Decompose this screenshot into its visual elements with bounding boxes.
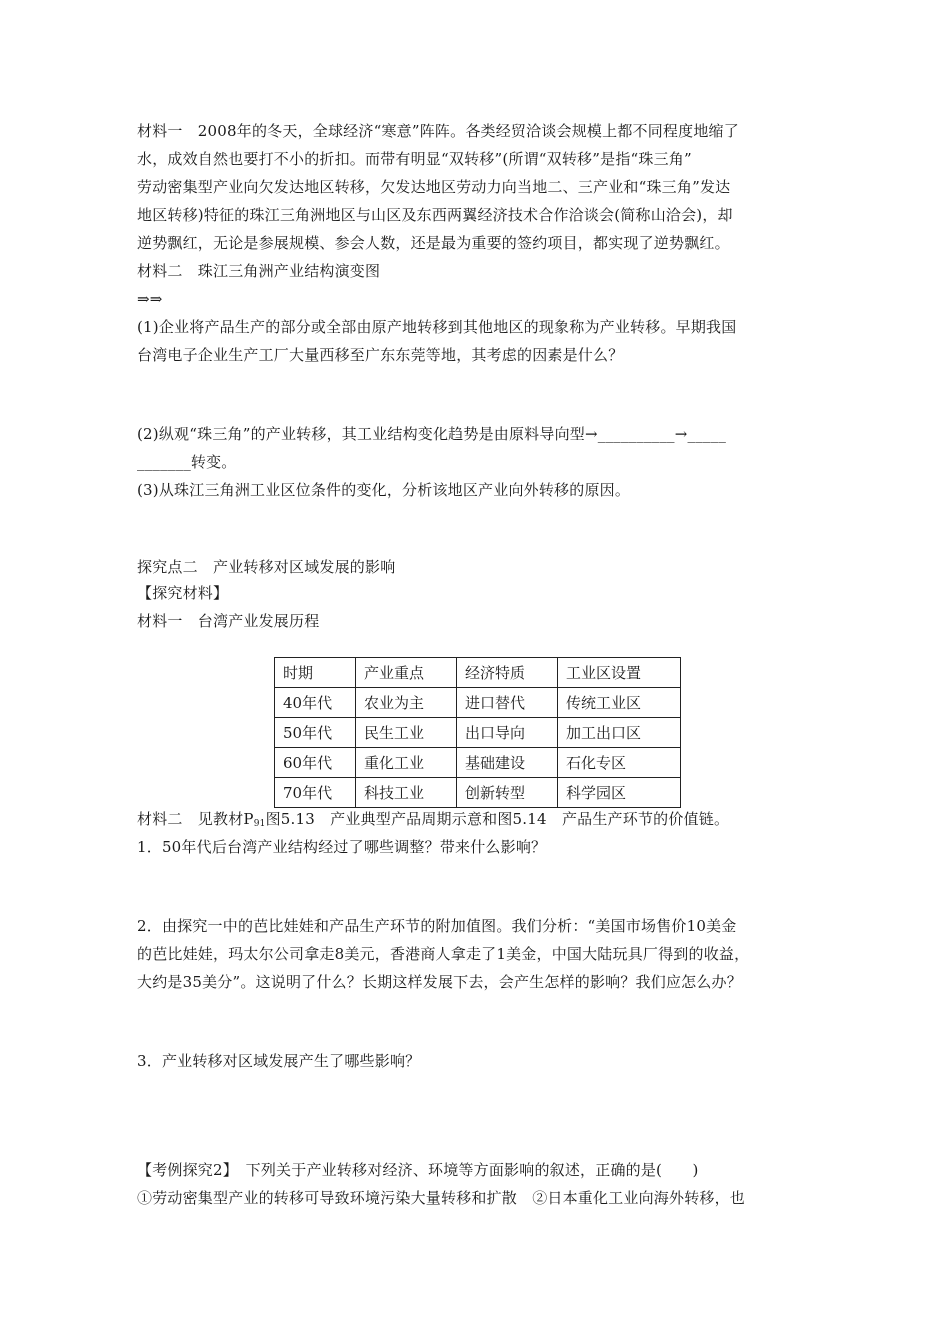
material-two-reference (137, 809, 729, 834)
example-line-1: 【考例探究2】 下列关于产业转移对经济、环境等方面影响的叙述，正确的是( ) (137, 1161, 699, 1179)
reference-suffix: 图5.13 产业典型产品周期示意和图5.14 产品生产环节的价值链。 (265, 810, 730, 828)
table-material-one: 材料一 台湾产业发展历程 (137, 612, 320, 630)
question-2-line-2: _______转变。 (137, 453, 237, 471)
question-3: (3)从珠江三角洲工业区位条件的变化，分析该地区产业向外转移的原因。 (137, 481, 631, 499)
table-cell: 出口导向 (457, 718, 558, 748)
table-row (275, 718, 681, 748)
prompt-2-line-2: 的芭比娃娃，玛太尔公司拿走8美元，香港商人拿走了1美金，中国大陆玩具厂得到的收益， (137, 945, 750, 963)
table-header-cell: 时期 (275, 658, 356, 688)
table-cell: 石化专区 (558, 748, 681, 778)
material-one-line-4: 地区转移)特征的珠江三角洲地区与山区及东西两翼经济技术合作洽谈会(简称山洽会)，却 (137, 206, 733, 224)
table-row (275, 748, 681, 778)
table-cell: 传统工业区 (558, 688, 681, 718)
section-2-title: 探究点二 产业转移对区域发展的影响 (137, 558, 396, 576)
table-cell: 加工出口区 (558, 718, 681, 748)
reference-prefix: 材料二 见教材P (137, 810, 254, 828)
material-one-line-3: 劳动密集型产业向欠发达地区转移，欠发达地区劳动力向当地二、三产业和“珠三角”发达 (137, 178, 731, 196)
table-header-cell: 工业区设置 (558, 658, 681, 688)
material-one-line-5: 逆势飘红，无论是参展规模、参会人数，还是最为重要的签约项目，都实现了逆势飘红。 (137, 234, 730, 252)
material-one-line-2: 水，成效自然也要打不小的折扣。而带有明显“双转移”(所谓“双转移”是指“珠三角” (137, 150, 692, 168)
question-1-line-1: (1)企业将产品生产的部分或全部由原产地转移到其他地区的现象称为产业转移。早期我国 (137, 318, 737, 336)
taiwan-industry-table (274, 657, 681, 808)
question-1-line-2: 台湾电子企业生产工厂大量西移至广东东莞等地，其考虑的因素是什么？ (137, 346, 624, 364)
table-cell: 60年代 (275, 748, 356, 778)
table-cell: 40年代 (275, 688, 356, 718)
question-2-line-1: (2)纵观“珠三角”的产业转移，其工业结构变化趋势是由原料导向型→__________→_____ (137, 425, 727, 443)
table-cell: 民生工业 (356, 718, 457, 748)
table-cell: 创新转型 (457, 778, 558, 808)
table-cell: 农业为主 (356, 688, 457, 718)
material-two-title: 材料二 珠江三角洲产业结构演变图 (137, 262, 381, 280)
explore-materials-tag: 【探究材料】 (137, 584, 229, 602)
table-cell: 基础建设 (457, 748, 558, 778)
prompt-3: 3．产业转移对区域发展产生了哪些影响？ (137, 1052, 421, 1070)
example-line-2: ①劳动密集型产业的转移可导致环境污染大量转移和扩散 ②日本重化工业向海外转移，也 (137, 1189, 746, 1207)
prompt-2-line-3: 大约是35美分”。这说明了什么？长期这样发展下去，会产生怎样的影响？我们应怎么办？ (137, 973, 742, 991)
prompt-1: 1．50年代后台湾产业结构经过了哪些调整？带来什么影响？ (137, 838, 547, 856)
table-cell: 科学园区 (558, 778, 681, 808)
material-one-line-1: 材料一 2008年的冬天，全球经济“寒意”阵阵。各类经贸洽谈会规模上都不同程度地缩了 (137, 122, 739, 140)
table-cell: 50年代 (275, 718, 356, 748)
table-cell: 重化工业 (356, 748, 457, 778)
table-cell: 进口替代 (457, 688, 558, 718)
table-cell: 70年代 (275, 778, 356, 808)
prompt-2-line-1: 2．由探究一中的芭比娃娃和产品生产环节的附加值图。我们分析：“美国市场售价10美金 (137, 917, 737, 935)
table-row (275, 778, 681, 808)
page-subscript: 91 (253, 819, 266, 829)
table-row (275, 688, 681, 718)
table-header-cell: 经济特质 (457, 658, 558, 688)
table-cell: 科技工业 (356, 778, 457, 808)
table-header-row (275, 658, 681, 688)
table-header-cell: 产业重点 (356, 658, 457, 688)
arrows: ⇒⇒ (137, 290, 163, 308)
